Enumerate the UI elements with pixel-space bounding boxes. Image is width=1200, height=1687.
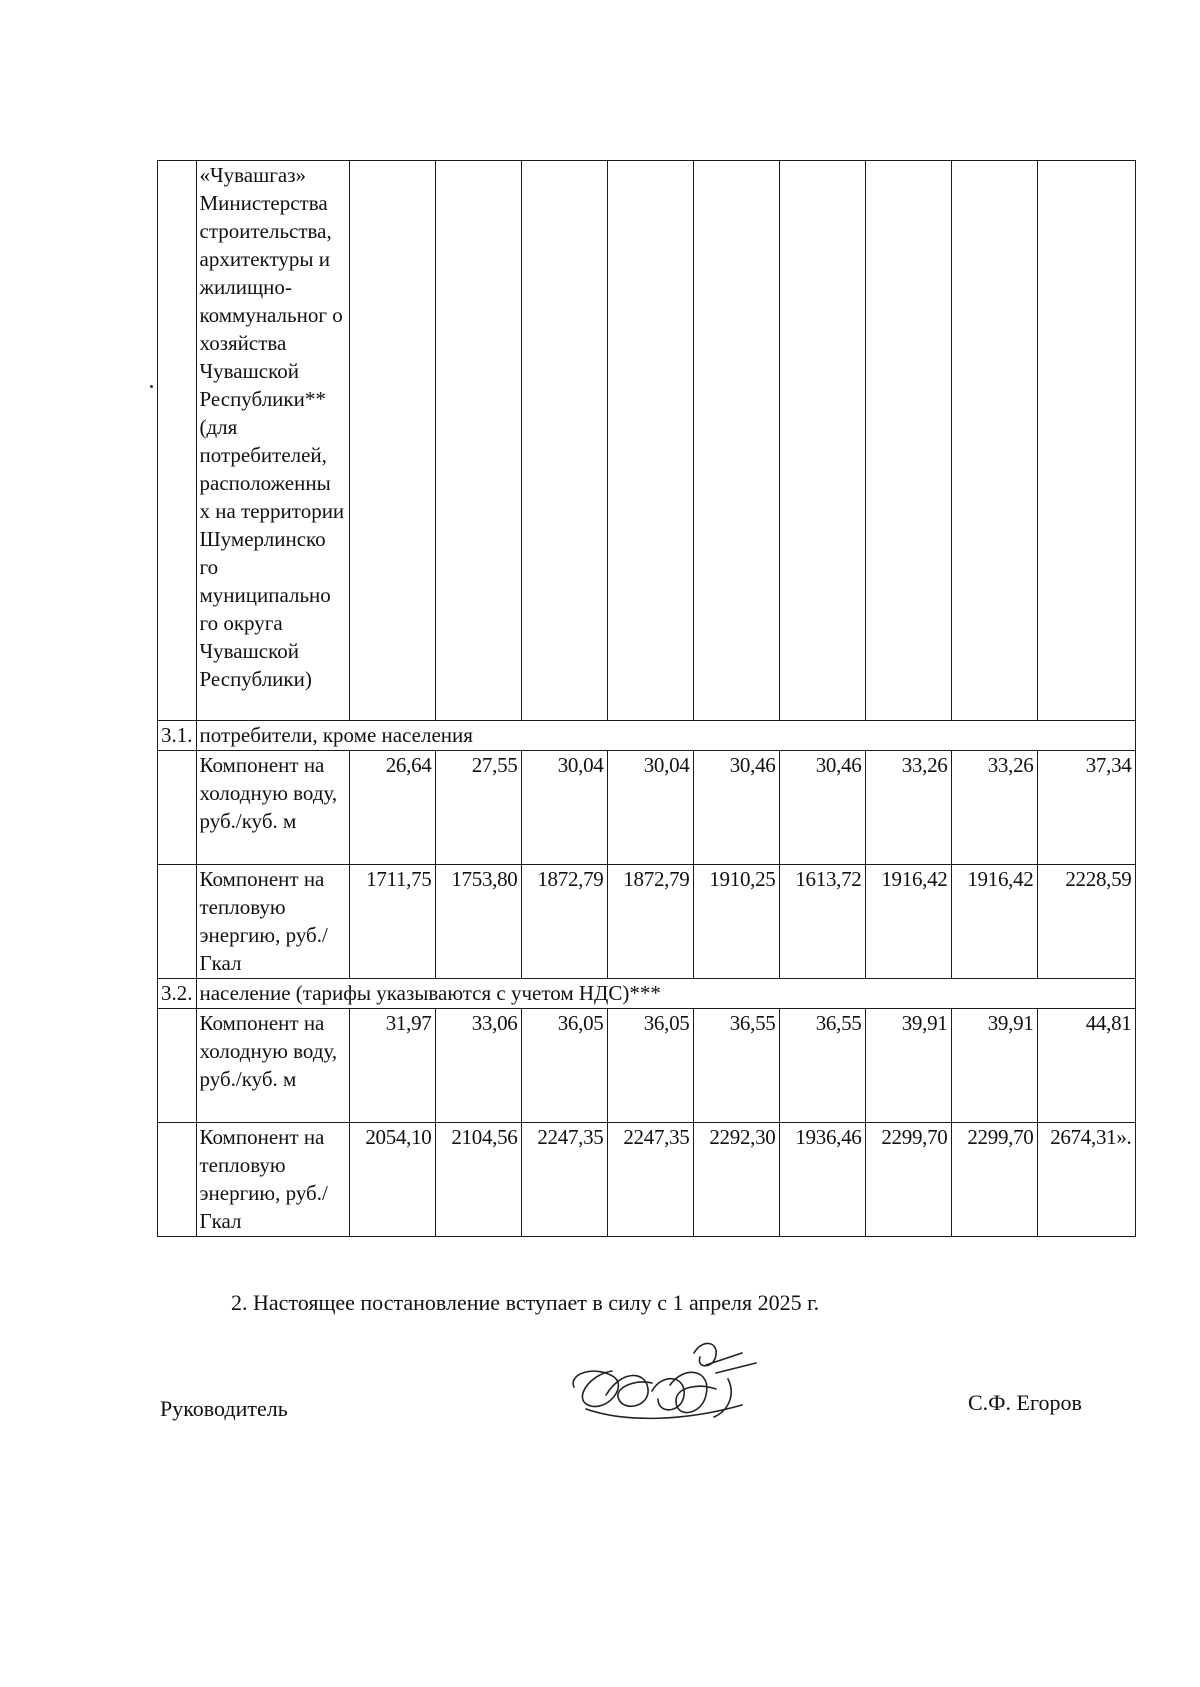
- value-cell: 31,97: [349, 1009, 435, 1123]
- value-cell: 37,34: [1037, 751, 1135, 865]
- table-section-header: [158, 979, 1136, 1009]
- value-cell: 2299,70: [951, 1123, 1037, 1237]
- value-cell: 27,55: [435, 751, 521, 865]
- value-cell: 2299,70: [865, 1123, 951, 1237]
- table-row: [158, 1123, 1136, 1237]
- section-title: потребители, кроме населения: [196, 721, 1135, 751]
- section-number: 3.2.: [158, 979, 197, 1009]
- row-label: Компонент на тепловую энергию, руб./Гкал: [196, 865, 349, 979]
- table-cell-number: [158, 865, 197, 979]
- value-cell: 30,04: [521, 751, 607, 865]
- value-cell: 39,91: [865, 1009, 951, 1123]
- value-cell: 30,04: [607, 751, 693, 865]
- table-cell: [951, 161, 1037, 721]
- table-cell-number: [158, 751, 197, 865]
- row-label: Компонент на тепловую энергию, руб./Гкал: [196, 1123, 349, 1237]
- table-cell-number: [158, 161, 197, 721]
- value-cell: 44,81: [1037, 1009, 1135, 1123]
- value-cell: 33,06: [435, 1009, 521, 1123]
- value-cell: 1916,42: [951, 865, 1037, 979]
- table-cell: [779, 161, 865, 721]
- value-cell: 2054,10: [349, 1123, 435, 1237]
- value-cell: 1711,75: [349, 865, 435, 979]
- organization-name-cell: «Чувашгаз» Министерства строительства, архитектуры и жилищно-коммунальног о хозяйства Чувашской Республики** (для потребителей, расположенны х на территории Шумерлинско го муниципально го округа Чувашской Республики): [196, 161, 349, 721]
- value-cell: 36,05: [607, 1009, 693, 1123]
- value-cell: 2674,31».: [1037, 1123, 1135, 1237]
- table-section-header: [158, 721, 1136, 751]
- value-cell: 36,05: [521, 1009, 607, 1123]
- value-cell: 33,26: [951, 751, 1037, 865]
- value-cell: 36,55: [779, 1009, 865, 1123]
- value-cell: 2228,59: [1037, 865, 1135, 979]
- section-title: население (тарифы указываются с учетом НДС)***: [196, 979, 1135, 1009]
- value-cell: 1916,42: [865, 865, 951, 979]
- table-cell-number: [158, 1009, 197, 1123]
- table-cell: [349, 161, 435, 721]
- tariff-table: [157, 160, 1136, 1237]
- value-cell: 39,91: [951, 1009, 1037, 1123]
- value-cell: 33,26: [865, 751, 951, 865]
- value-cell: 30,46: [693, 751, 779, 865]
- row-label: Компонент на холодную воду, руб./куб. м: [196, 1009, 349, 1123]
- table-cell: [1037, 161, 1135, 721]
- table-cell-number: [158, 1123, 197, 1237]
- table-cell: [865, 161, 951, 721]
- value-cell: 1872,79: [521, 865, 607, 979]
- table-row: [158, 1009, 1136, 1123]
- table-row: [158, 865, 1136, 979]
- table-row-continuation: [158, 161, 1136, 721]
- row-label: Компонент на холодную воду, руб./куб. м: [196, 751, 349, 865]
- signatory-name: С.Ф. Егоров: [968, 1390, 1082, 1415]
- signatory-position: Руководитель: [160, 1396, 288, 1421]
- value-cell: 26,64: [349, 751, 435, 865]
- effective-date-clause: 2. Настоящее постановление вступает в силу с 1 апреля 2025 г.: [231, 1290, 820, 1315]
- value-cell: 2247,35: [607, 1123, 693, 1237]
- value-cell: 36,55: [693, 1009, 779, 1123]
- value-cell: 2292,30: [693, 1123, 779, 1237]
- value-cell: 1872,79: [607, 865, 693, 979]
- handwritten-signature: [566, 1325, 766, 1435]
- section-number: 3.1.: [158, 721, 197, 751]
- table-row: [158, 751, 1136, 865]
- value-cell: 2247,35: [521, 1123, 607, 1237]
- table-cell: [607, 161, 693, 721]
- table-cell: [693, 161, 779, 721]
- table-cell: [435, 161, 521, 721]
- value-cell: 1936,46: [779, 1123, 865, 1237]
- value-cell: 30,46: [779, 751, 865, 865]
- value-cell: 1613,72: [779, 865, 865, 979]
- value-cell: 1910,25: [693, 865, 779, 979]
- value-cell: 2104,56: [435, 1123, 521, 1237]
- table-cell: [521, 161, 607, 721]
- value-cell: 1753,80: [435, 865, 521, 979]
- scan-speck: [150, 385, 153, 388]
